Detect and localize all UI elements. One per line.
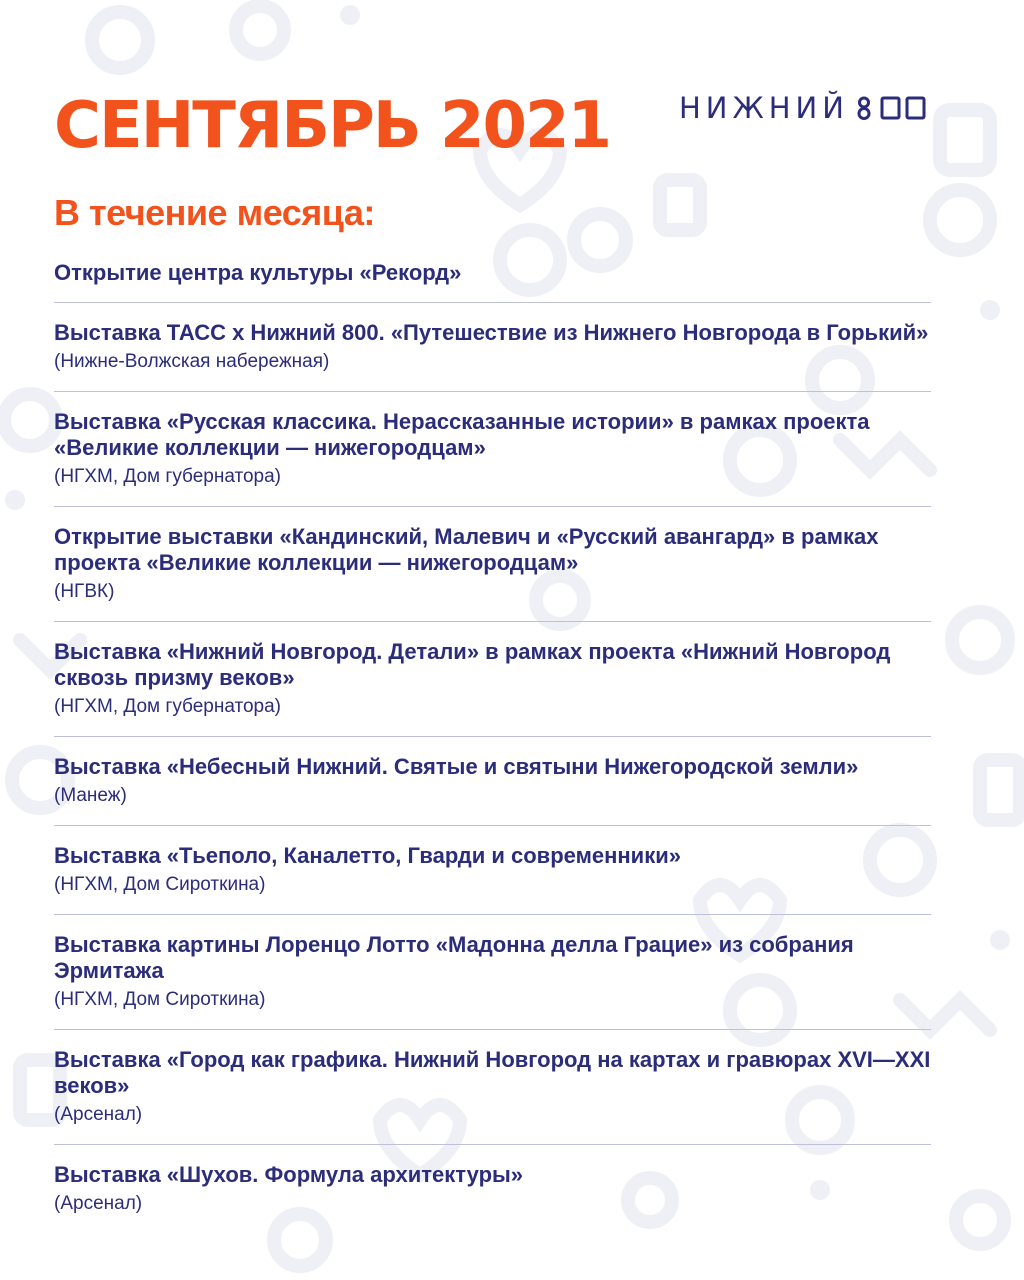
event-venue: (НГХМ, Дом губернатора) (54, 696, 281, 717)
logo-text: НИЖНИЙ (679, 91, 849, 125)
pattern-ring (956, 1196, 1004, 1244)
events-list (54, 260, 931, 1233)
event-venue: (НГХМ, Дом Сироткина) (54, 874, 266, 895)
event-venue: (Арсенал) (54, 1104, 143, 1125)
pattern-dot (340, 5, 360, 25)
event-item (54, 409, 931, 507)
pattern-square (980, 760, 1020, 820)
pattern-ring (952, 612, 1008, 668)
event-item (54, 1162, 931, 1233)
event-title: Выставка «Тьеполо, Каналетто, Гварди и современники» (54, 843, 681, 868)
pattern-ring (4, 394, 56, 446)
event-venue: (НГХМ, Дом губернатора) (54, 466, 281, 487)
event-title: Выставка картины Лоренцо Лотто «Мадонна делла Грацие» из собрания Эрмитажа (54, 932, 854, 983)
event-item (54, 843, 931, 915)
event-item (54, 260, 931, 303)
pattern-square (940, 110, 990, 170)
event-title: Открытие центра культуры «Рекорд» (54, 260, 462, 285)
event-item (54, 932, 931, 1030)
event-item (54, 524, 931, 622)
800-numeral-logo-icon (853, 96, 929, 120)
event-venue: (Арсенал) (54, 1193, 143, 1214)
event-title: Выставка «Город как графика. Нижний Новгород на картах и гравюрах XVI—XXI веков» (54, 1047, 931, 1098)
event-item (54, 754, 931, 826)
pattern-dot (5, 490, 25, 510)
event-title: Выставка «Шухов. Формула архитектуры» (54, 1162, 524, 1187)
pattern-ring (236, 6, 284, 54)
event-title: Выставка «Русская классика. Нерассказанные истории» в рамках проекта «Великие коллекции — нижегородцам» (54, 409, 870, 460)
event-item (54, 320, 931, 392)
event-title: Выставка «Небесный Нижний. Святые и святыни Нижегородской земли» (54, 754, 859, 779)
event-title: Открытие выставки «Кандинский, Малевич и «Русский авангард» в рамках проекта «Великие коллекции — нижегородцам» (54, 524, 879, 575)
event-venue: (НГВК) (54, 581, 115, 602)
pattern-dot (990, 930, 1010, 950)
pattern-square (660, 180, 700, 230)
event-venue: (НГХМ, Дом Сироткина) (54, 989, 266, 1010)
event-venue: (Нижне-Волжская набережная) (54, 351, 330, 372)
event-venue: (Манеж) (54, 785, 127, 806)
event-item (54, 1047, 931, 1145)
section-title: В течение месяца: (54, 192, 375, 233)
event-item (54, 639, 931, 737)
event-title: Выставка «Нижний Новгород. Детали» в рамках проекта «Нижний Новгород сквозь призму веков» (54, 639, 891, 690)
month-title: СЕНТЯБРЬ 2021 (54, 89, 611, 163)
pattern-ring (574, 214, 626, 266)
pattern-dot (980, 300, 1000, 320)
event-title: Выставка ТАСС x Нижний 800. «Путешествие из Нижнего Новгорода в Горький» (54, 320, 929, 345)
pattern-ring (930, 190, 990, 250)
nizhny-800-logo (679, 90, 929, 126)
pattern-ring (92, 12, 148, 68)
